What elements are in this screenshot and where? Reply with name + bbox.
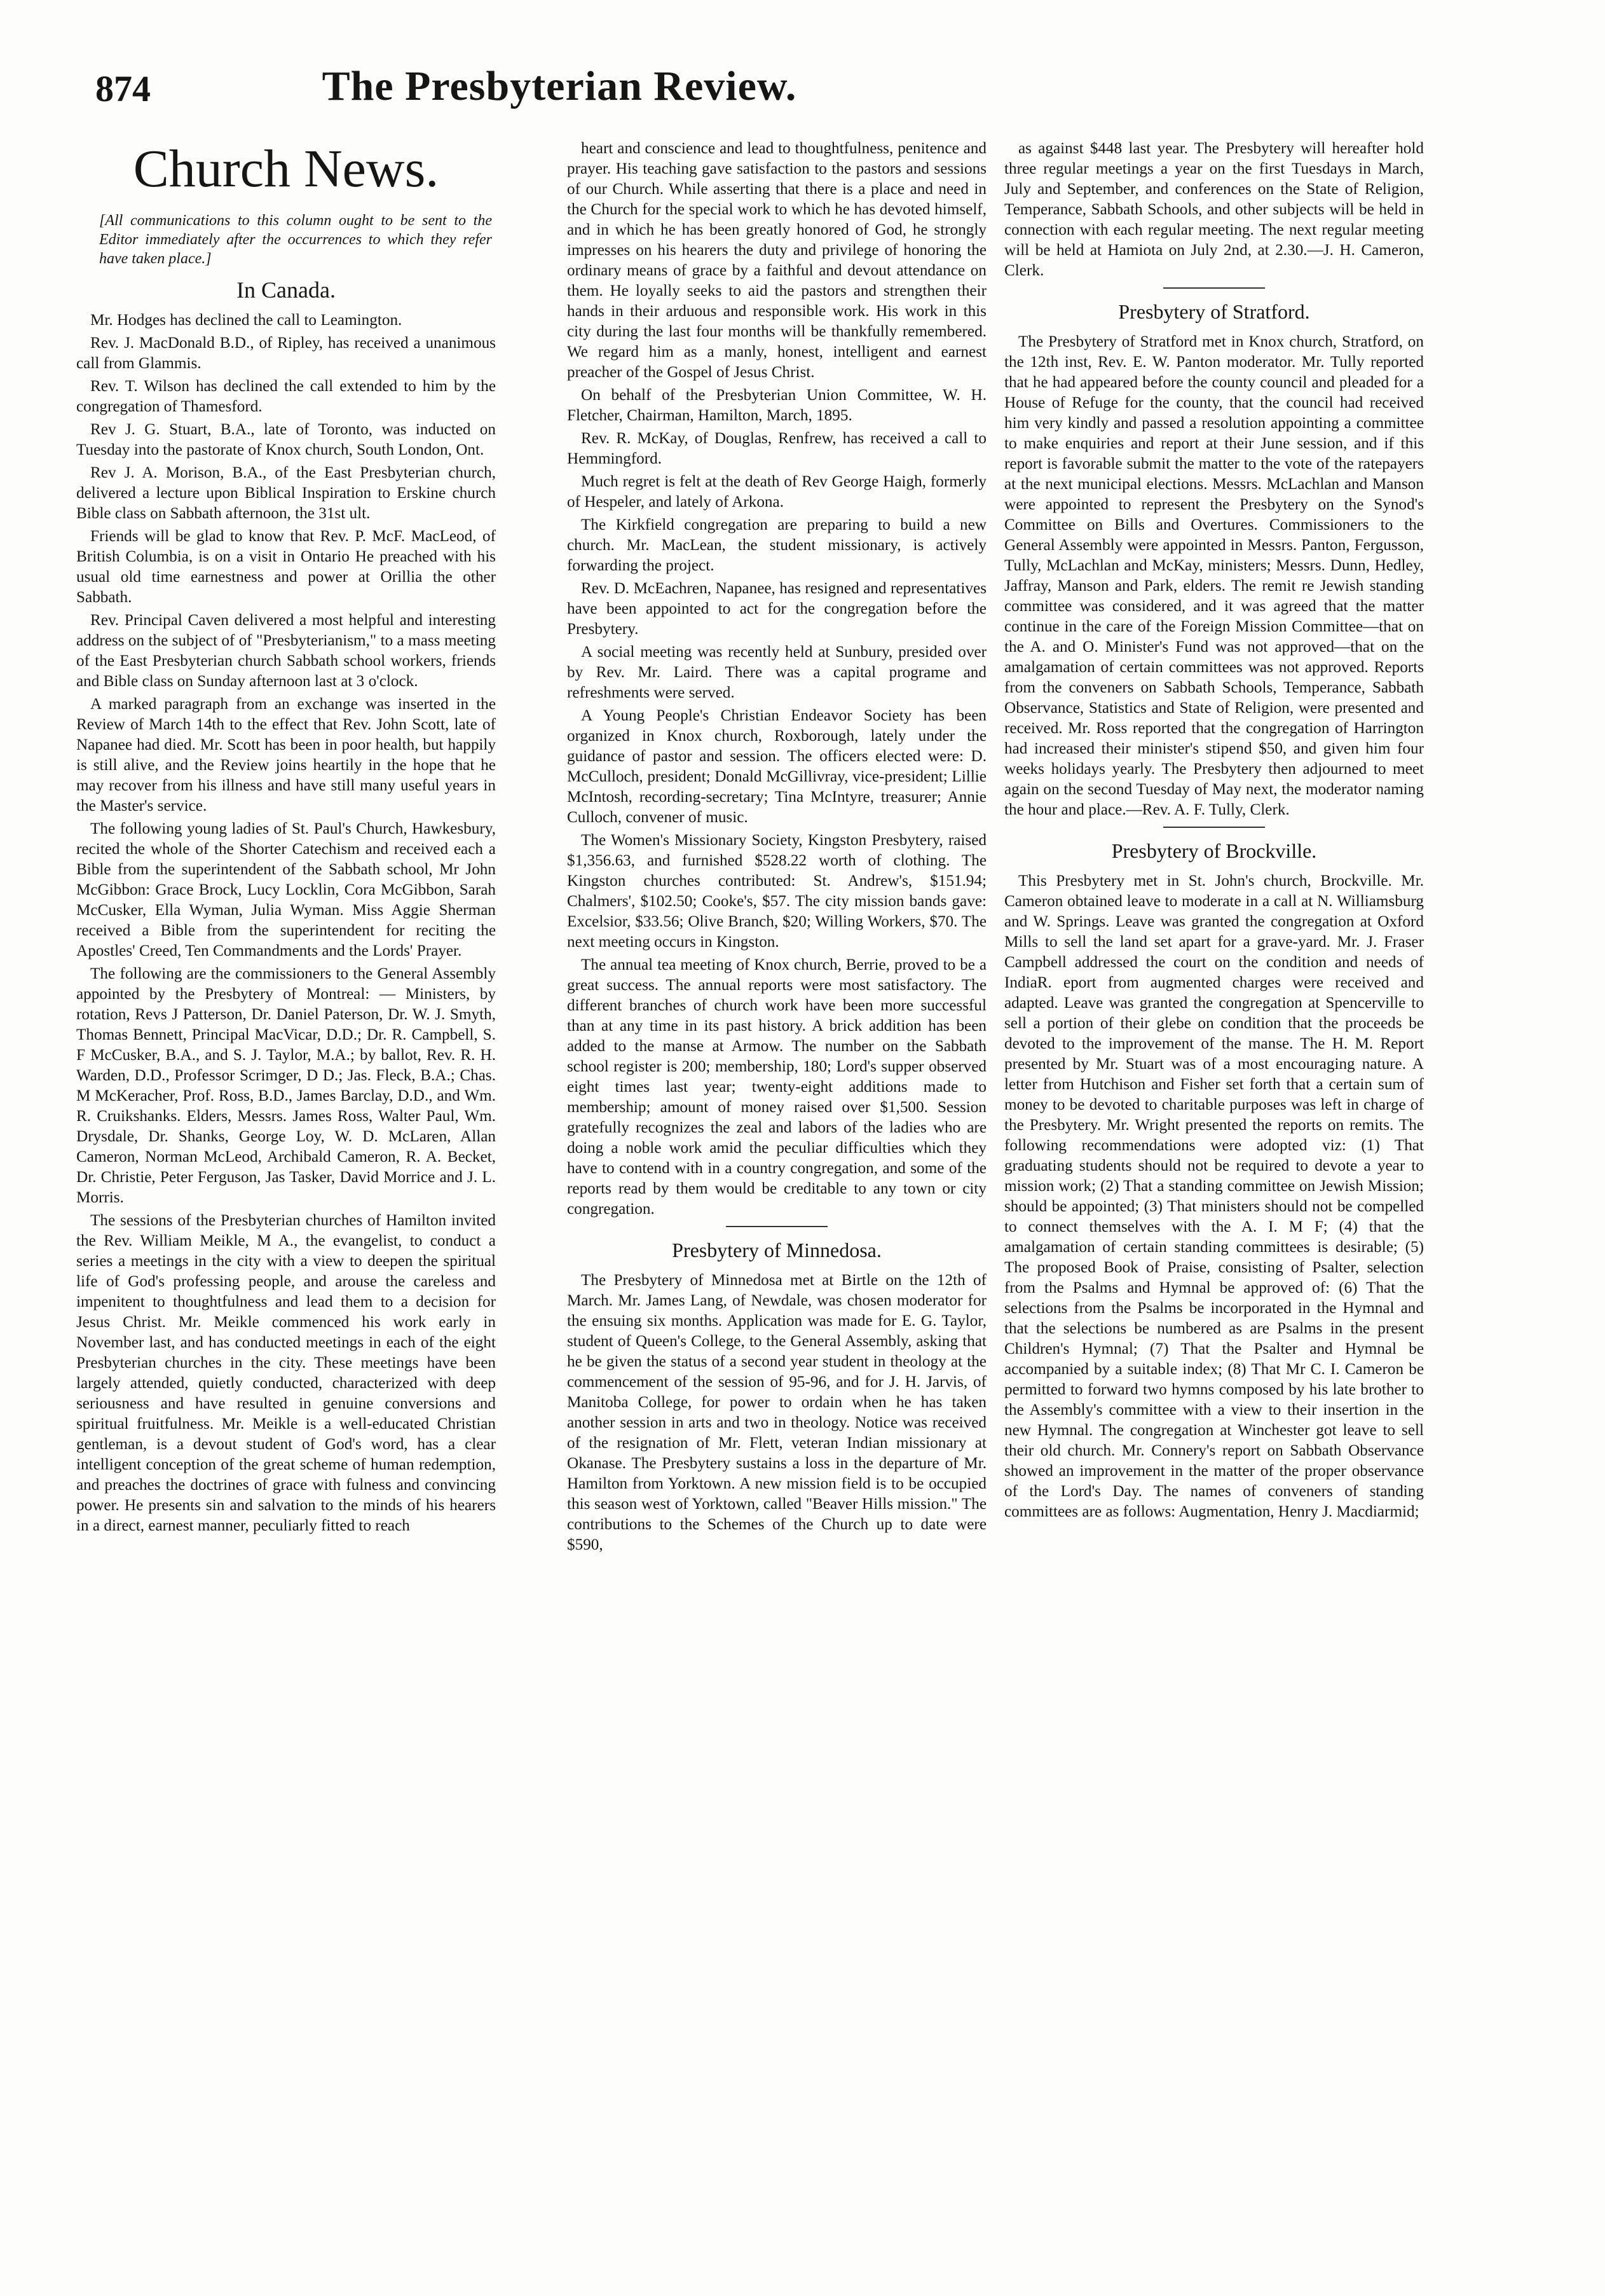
paragraphs [1004, 332, 1424, 820]
paragraph: On behalf of the Presbyterian Union Committee, W. H. Fletcher, Chairman, Hamilton, March, 1895. [567, 387, 987, 424]
paragraph: The Presbytery of Stratford met in Knox church, Stratford, on the 12th inst, Rev. E. W. Panton moderator. Mr. Tully reported that he had appeared before the county council and pleaded for a House of Refuge for the county, that the council had received him very kindly and passed a resolution appointing a committee to make enquiries and report at their June session, and if this report is favorable submit the matter to the vote of the ratepayers at the next municipal elections. Messrs. McLachlan and Manson were appointed to represent the Presbytery on the Synod's Committee on Bills and Overtures. Commissioners to the General Assembly were appointed in Messrs. Panton, Fergusson, Tully, McLachlan and McKay, ministers; Messrs. Dunn, Hedley, Jaffray, Manson and Park, elders. The remit re Jewish standing committee was considered, and it was agreed that the matter continue in the care of the Foreign Mission Committee—that on the A. and O. Minister's Fund was not approved—that on the amalgamation of certain committees was not approved. Reports from the conveners on Sabbath Schools, Temperance, Sabbath Observance, Statistics and State of Religion, were presented and received. Mr. Ross reported that the congregation of Harrington had increased their minister's stipend $50, and given him four weeks holidays yearly. The Presbytery then adjourned to meet again on the second Tuesday of May next, the moderator naming the hour and place.—Rev. A. F. Tully, Clerk. [1004, 333, 1424, 818]
paragraph: heart and conscience and lead to thoughtfulness, penitence and prayer. His teaching gave satisfaction to the pastors and sessions of our Church. While asserting that there is a place and need in the Church for the special work to which he has devoted himself, and in which he has been greatly honored of God, he strongly impresses on his hearers the duty and privilege of honoring the ordinary means of grace by a faithful and devout attendance on them. He loyally seeks to aid the pastors and strengthen their hands in their arduous and responsible work. His work in this city during the last four months will be thankfully remembered. We regard him as a manly, honest, intelligent and earnest preacher of the Gospel of Jesus Christ. [567, 140, 987, 381]
paragraph: A social meeting was recently held at Sunbury, presided over by Rev. Mr. Laird. There was a capital programe and refreshments were served. [567, 643, 987, 701]
paragraph: as against $448 last year. The Presbytery will hereafter hold three regular meetings a year on the first Tuesdays in March, July and September, and conferences on the State of Religion, Temperance, Sabbath Schools, and other subjects will be held in connection with each regular meeting. The next regular meeting will be held at Hamiota on July 2nd, at 2.30.—J. H. Cameron, Clerk. [1004, 140, 1424, 279]
paragraph: The Presbytery of Minnedosa met at Birtle on the 12th of March. Mr. James Lang, of Newdale, was chosen moderator for the ensuing six months. Application was made for E. G. Taylor, student of Queen's College, to the General Assembly, asking that he be given the status of a second year student in theology at the commencement of the session of 95-96, and for J. H. Jarvis, of Manitoba College, for power to ordain when he has taken another session in arts and two in theology. Notice was received of the resignation of Mr. Flett, veteran Indian missionary at Okanase. The Presbytery sustains a loss in the departure of Mr. Hamilton from Yorktown. A new mission field is to be occupied this season west of Yorktown, called "Beaver Hills mission." The contributions to the Schemes of the Church up to date were $590, [567, 1272, 987, 1553]
paragraph: The Women's Missionary Society, Kingston Presbytery, raised $1,356.63, and furnished $528.22 worth of clothing. The Kingston churches contributed: St. Andrew's, $151.94; Chalmers', $102.50; Cooke's, $57. The city mission bands gave: Excelsior, $33.56; Olive Branch, $20; Willing Workers, $70. The next meeting occurs in Kingston. [567, 832, 987, 951]
paragraph: The annual tea meeting of Knox church, Berrie, proved to be a great success. The annual reports were most satisfactory. The different branches of church work have been more successful than at any time in its past history. A brick addition has been added to the manse at Armow. The number on the Sabbath school register is 200; membership, 180; Lord's supper observed eight times last year; twenty-eight additions made to membership; amount of money raised over $1,500. Session gratefully recognizes the zeal and labors of the ladies who are doing a noble work amid the peculiar difficulties which they have to contend with in a country congregation, and some of the reports read by them would be creditable to any town or city congregation. [567, 956, 987, 1218]
page-number: 874 [95, 68, 151, 109]
paragraph: Rev J. A. Morison, B.A., of the East Presbyterian church, delivered a lecture upon Biblical Inspiration to Erskine church Bible class on Sabbath afternoon, the 31st ult. [76, 464, 496, 522]
paragraph: A Young People's Christian Endeavor Society has been organized in Knox church, Roxborough, lately under the guidance of pastor and session. The officers elected were: D. McCulloch, president; Donald McGillivray, vice-president; Lillie McIntosh, recording-secretary; Tina McIntyre, treasurer; Annie Culloch, convener of music. [567, 707, 987, 826]
paragraphs [1004, 139, 1424, 281]
paragraph: The Kirkfield congregation are preparing to build a new church. Mr. MacLean, the student missionary, is actively forwarding the project. [567, 516, 987, 574]
paragraph: The following young ladies of St. Paul's Church, Hawkesbury, recited the whole of the Shorter Catechism and received each a Bible from the superintendent of the Sabbath school, Mr John McGibbon: Grace Brock, Lucy Locklin, Cora McGibbon, Sarah McCusker, Ella Wyman, Julia Wyman. Miss Aggie Sherman received a Bible from the superintendent for reciting the Apostles' Creed, Ten Commandments and the Lords' Prayer. [76, 820, 496, 959]
paragraph: Rev J. G. Stuart, B.A., late of Toronto, was inducted on Tuesday into the pastorate of Knox church, South London, Ont. [76, 421, 496, 458]
paragraph: The following are the commissioners to the General Assembly appointed by the Presbytery of Montreal: — Ministers, by rotation, Revs J Patterson, Dr. Daniel Paterson, Dr. W. J. Smyth, Thomas Bennett, Principal MacVicar, D.D.; Dr. R. Campbell, S. F McCusker, B.A., and S. J. Taylor, M.A.; by ballot, Rev. R. H. Warden, D.D., Professor Scrimger, D D.; Jas. Fleck, B.A.; Chas. M McKeracher, Prof. Ross, B.D., James Barclay, D.D., and Wm. R. Cruikshanks. Elders, Messrs. James Ross, Walter Paul, Wm. Drysdale, Dr. Shanks, George Loy, W. D. McLaren, Allan Cameron, Norman McLeod, Archibald Cameron, R. A. Becket, Dr. Christie, Peter Ferguson, Jas Tasker, David Morrice and J. L. Morris. [76, 965, 496, 1206]
paragraph: Rev. T. Wilson has declined the call extended to him by the congregation of Thamesford. [76, 378, 496, 415]
paragraph: Rev. D. McEachren, Napanee, has resigned and representatives have been appointed to act for the congregation before the Presbytery. [567, 580, 987, 638]
subheading: Presbytery of Brockville. [1111, 839, 1317, 862]
paragraph: A marked paragraph from an exchange was inserted in the Review of March 14th to the effect that Rev. John Scott, late of Napanee had died. Mr. Scott has been in poor health, but happily is still alive, and the Review joins heartily in the hope that he may recover from his illness and have still many useful years in the Master's service. [76, 696, 496, 815]
paragraphs [567, 1270, 987, 1555]
paragraphs [1004, 871, 1424, 1522]
divider [726, 1226, 828, 1227]
editor-note: [All communications to this column ought to be sent to the Editor immediately after the occurrences to which they refer have taken place.] [99, 212, 492, 267]
paragraph: The sessions of the Presbyterian churches of Hamilton invited the Rev. William Meikle, M A., the evangelist, to conduct a series a meetings in the city with a view to deepen the spiritual life of God's professing people, and arouse the careless and impenitent to thoughtfulness and lead them to a decision for Jesus Christ. Mr. Meikle commenced his work early in November last, and has conducted meetings in each of the eight Presbyterian churches in the city. These meetings have been largely attended, quietly conducted, characterized with deep seriousness and have resulted in genuine conversions and spiritual fruitfulness. Mr. Meikle is a well-educated Christian gentleman, is a devout student of God's word, has a clear intelligent conception of the great scheme of human redemption, and preaches the doctrines of grace with fulness and convincing power. He presents sin and salvation to the minds of his hearers in a direct, earnest manner, peculiarly fitted to reach [76, 1212, 496, 1534]
journal-title: The Presbyterian Review. [322, 63, 797, 109]
paragraph: Friends will be glad to know that Rev. P. McF. MacLeod, of British Columbia, is on a visit in Ontario He preached with his usual old time earnestness and power at Orillia the other Sabbath. [76, 528, 496, 606]
paragraph: This Presbytery met in St. John's church, Brockville. Mr. Cameron obtained leave to moderate in a call at N. Williamsburg and W. Springs. Leave was granted the congregation at Oxford Mills to sell the land set apart for a grave-yard. Mr. J. Fraser Campbell addressed the court on the condition and needs of IndiaR. eport from augmented charges were received and adapted. Leave was granted the congregation at Spencerville to sell a portion of their glebe on condition that the proceeds be devoted to the improvement of the manse. The H. M. Report presented by Mr. Stuart was of a most encouraging nature. A letter from Hutchison and Fisher set forth that a certain sum of money to be devoted to charitable purposes was left in charge of the Presbytery. Mr. Wright presented the reports on remits. The following recommendations were adopted viz: (1) That graduating students should not be required to devote a year to mission work; (2) That a standing committee on Jewish Mission; should be appointed; (3) That ministers should not be compelled to connect themselves with the A. I. M F; (4) that the amalgamation of certain standing committees is desirable; (5) The proposed Book of Praise, consisting of Psalter, selection from the Psalms and Hymnal be approved of: (6) That the selections from the Psalms be incorporated in the Hymnal and that the selections be numbered as are Psalms in the present Children's Hymnal; (7) That the Psalter and Hymnal be accompanied by a suitable index; (8) That Mr C. I. Cameron be permitted to forward two hymns composed by his late brother to the Assembly's committee with a view to their insertion in the new Hymnal. The congregation at Winchester got leave to sell their old church. Mr. Connery's report on Sabbath Observance showed an improvement in the matter of the proper observance of the Lord's Day. The names of conveners of standing committees are as follows: Augmentation, Henry J. Macdiarmid; [1004, 872, 1424, 1520]
column-1 [76, 139, 496, 1539]
divider [1163, 287, 1265, 289]
paragraphs [567, 139, 987, 1220]
paragraph: Rev. Principal Caven delivered a most helpful and interesting address on the subject of of "Presbyterianism," to a mass meeting of the East Presbyterian church Sabbath school workers, friends and Bible class on Sunday afternoon last at 3 o'clock. [76, 612, 496, 690]
subheading: Presbytery of Minnedosa. [672, 1239, 882, 1261]
paragraph: Mr. Hodges has declined the call to Leamington. [90, 312, 402, 329]
paragraphs [76, 310, 496, 1536]
paragraph: Much regret is felt at the death of Rev George Haigh, formerly of Hespeler, and lately of Arkona. [567, 473, 987, 511]
column-3 [1004, 139, 1424, 1525]
paragraph: Rev. J. MacDonald B.D., of Ripley, has received a unanimous call from Glammis. [76, 334, 496, 372]
subheading: Presbytery of Stratford. [1118, 300, 1310, 323]
subheading: In Canada. [236, 277, 336, 303]
section-heading: Church News. [133, 139, 439, 198]
column-2 [567, 139, 987, 1558]
paragraph: Rev. R. McKay, of Douglas, Renfrew, has received a call to Hemmingford. [567, 430, 987, 467]
divider [1163, 827, 1265, 828]
page-header [95, 62, 1023, 120]
